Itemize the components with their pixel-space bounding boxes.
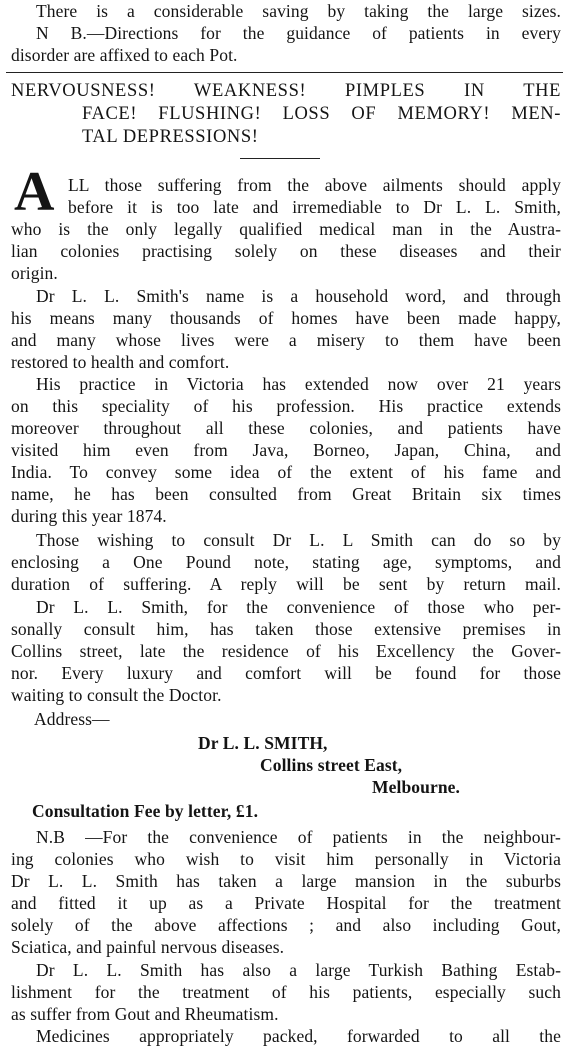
para7-line-1: Dr L. L. Smith has also a large Turkish Bathing Estab- bbox=[36, 960, 561, 980]
para6-line-2: ing colonies who wish to visit him personally in Victoria bbox=[11, 849, 561, 869]
para5-line-5: waiting to consult the Doctor. bbox=[11, 685, 222, 705]
para4-line-3: duration of suffering. A reply will be sent by return mail. bbox=[11, 574, 561, 594]
short-divider bbox=[240, 158, 320, 159]
para5-line-2: sonally consult him, has taken those extensive premises in bbox=[11, 619, 561, 639]
para2-line-1: Dr L. L. Smith's name is a household word, and through bbox=[36, 286, 561, 306]
para3-line-5: India. To convey some idea of the extent of his fame and bbox=[11, 462, 561, 482]
drop-cap: A bbox=[14, 161, 55, 223]
para3-line-2: on this speciality of his profession. His practice extends bbox=[11, 396, 561, 416]
para7-line-3: as suffer from Gout and Rheumatism. bbox=[11, 1004, 279, 1024]
address-city: Melbourne. bbox=[372, 777, 461, 797]
address-label: Address— bbox=[34, 709, 110, 729]
para3-line-3: moreover throughout all these colonies, and patients have bbox=[11, 418, 561, 438]
para3-line-6: name, he has been consulted from Great Britain six times bbox=[11, 484, 561, 504]
para5-line-4: nor. Every luxury and comfort will be found for those bbox=[11, 663, 561, 683]
para6-line-4: and fitted it up as a Private Hospital for the treatment bbox=[11, 893, 561, 913]
headline-line-3: TAL DEPRESSIONS! bbox=[82, 127, 259, 147]
address-street: Collins street East, bbox=[260, 755, 403, 775]
para3-line-1: His practice in Victoria has extended now over 21 years bbox=[36, 374, 561, 394]
section-divider bbox=[6, 72, 563, 73]
para6-line-5: solely of the above affections ; and also including Gout, bbox=[11, 915, 561, 935]
para2-line-4: restored to health and comfort. bbox=[11, 352, 230, 372]
headline-line-2: FACE! FLUSHING! LOSS OF MEMORY! MEN- bbox=[82, 104, 561, 124]
para2-line-3: and many whose lives were a misery to them have been bbox=[11, 330, 561, 350]
para6-line-6: Sciatica, and painful nervous diseases. bbox=[11, 937, 285, 957]
directions-note-line-2: disorder are affixed to each Pot. bbox=[11, 45, 238, 65]
para3-line-4: visited him even from Java, Borneo, Japan, China, and bbox=[11, 440, 561, 460]
para6-line-1: N.B —For the convenience of patients in the neighbour- bbox=[36, 827, 561, 847]
para6-line-3: Dr L. L. Smith has taken a large mansion in the suburbs bbox=[11, 871, 561, 891]
para7-line-2: lishment for the treatment of his patients, especially such bbox=[11, 982, 561, 1002]
address-name: Dr L. L. SMITH, bbox=[198, 733, 328, 753]
saving-note: There is a considerable saving by taking the large sizes. bbox=[36, 1, 561, 21]
para5-line-1: Dr L. L. Smith, for the convenience of those who per- bbox=[36, 597, 561, 617]
para1-line-2: before it is too late and irremediable to Dr L. L. Smith, bbox=[68, 197, 561, 217]
para4-line-1: Those wishing to consult Dr L. L Smith can do so by bbox=[36, 530, 561, 550]
headline-line-1: NERVOUSNESS! WEAKNESS! PIMPLES IN THE bbox=[11, 81, 561, 101]
directions-note-line-1: N B.—Directions for the guidance of patients in every bbox=[36, 23, 561, 43]
para2-line-2: his means many thousands of homes have been made happy, bbox=[11, 308, 561, 328]
para1-line-4: lian colonies practising solely on these diseases and their bbox=[11, 241, 561, 261]
para1-line-3: who is the only legally qualified medical man in the Austra- bbox=[11, 219, 561, 239]
para8-line-1: Medicines appropriately packed, forwarded to all the bbox=[36, 1026, 561, 1046]
para1-line-5: origin. bbox=[11, 263, 58, 283]
consultation-fee: Consultation Fee by letter, £1. bbox=[32, 801, 259, 821]
para4-line-2: enclosing a One Pound note, stating age, symptoms, and bbox=[11, 552, 561, 572]
para1-line-1: LL those suffering from the above ailments should apply bbox=[68, 175, 561, 195]
para3-line-7: during this year 1874. bbox=[11, 506, 167, 526]
para5-line-3: Collins street, late the residence of his Excellency the Gover- bbox=[11, 641, 561, 661]
